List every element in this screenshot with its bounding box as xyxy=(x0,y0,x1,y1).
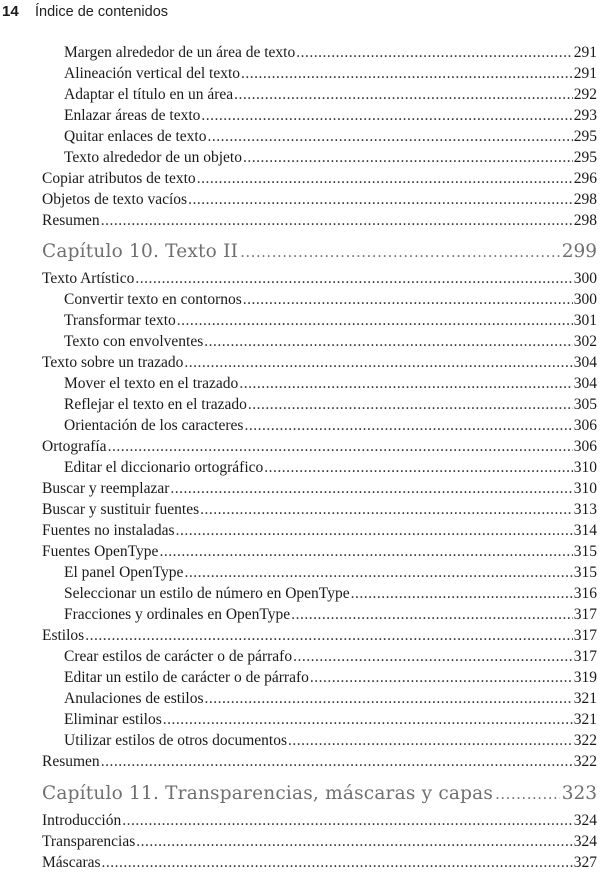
toc-entry-page: 317 xyxy=(573,627,597,644)
toc-entry xyxy=(0,585,597,603)
dot-leader xyxy=(101,212,573,230)
toc-entry xyxy=(0,86,597,104)
toc-entry-page: 315 xyxy=(573,543,597,560)
toc-entry xyxy=(0,270,597,288)
dot-leader xyxy=(241,65,573,83)
toc-entry xyxy=(0,833,597,851)
toc-entry-label: Editar el diccionario ortográfico xyxy=(64,459,264,476)
dot-leader xyxy=(184,354,572,372)
toc-entry-page: 321 xyxy=(573,690,597,707)
dot-leader xyxy=(188,191,573,209)
dot-leader xyxy=(197,170,573,188)
toc-entry-page: 324 xyxy=(573,833,597,850)
toc-entry-page: 322 xyxy=(573,732,597,749)
dot-leader xyxy=(296,44,573,62)
chapter-heading xyxy=(0,783,597,804)
toc-entry-label: Convertir texto en contornos xyxy=(64,291,242,308)
toc-entry xyxy=(0,812,597,830)
toc-entry-label: Margen alrededor de un área de texto xyxy=(64,44,296,61)
toc-entry-label: El panel OpenType xyxy=(64,564,184,581)
toc-entry-page: 291 xyxy=(573,44,597,61)
toc-entry xyxy=(0,170,597,188)
toc-entry-label: Texto Artístico xyxy=(42,270,135,287)
toc-entry-label: Enlazar áreas de texto xyxy=(64,107,201,124)
toc-entry-label: Copiar atributos de texto xyxy=(42,170,196,187)
toc-entry xyxy=(0,375,597,393)
toc-entry xyxy=(0,191,597,209)
toc-entry-label: Máscaras xyxy=(42,854,101,871)
toc-entry xyxy=(0,354,597,372)
toc-entry xyxy=(0,312,597,330)
toc-entry-label: Transparencias xyxy=(42,833,136,850)
dot-leader xyxy=(159,543,572,561)
toc-entry-label: Texto con envolventes xyxy=(64,333,204,350)
toc-entry-page: 316 xyxy=(573,585,597,602)
running-head-title: Índice de contenidos xyxy=(35,4,169,20)
dot-leader xyxy=(201,107,572,125)
chapter-page: 299 xyxy=(561,241,597,262)
dot-leader xyxy=(240,243,560,261)
dot-leader xyxy=(136,833,572,851)
chapter-heading xyxy=(0,241,597,262)
toc-entry xyxy=(0,669,597,687)
dot-leader xyxy=(170,480,572,498)
toc-entry-label: Alineación vertical del texto xyxy=(64,65,241,82)
dot-leader xyxy=(239,375,572,393)
toc-entry xyxy=(0,501,597,519)
toc-entry-page: 310 xyxy=(573,459,597,476)
dot-leader xyxy=(176,522,573,540)
toc-entry xyxy=(0,854,597,872)
toc-entry-label: Mover el texto en el trazado xyxy=(64,375,239,392)
toc-entry-label: Transformar texto xyxy=(64,312,176,329)
toc-entry-page: 301 xyxy=(573,312,597,329)
dot-leader xyxy=(243,149,573,167)
dot-leader xyxy=(293,648,573,666)
toc-entry-label: Reflejar el texto en el trazado xyxy=(64,396,247,413)
toc-entry-page: 295 xyxy=(573,128,597,145)
toc-entry-label: Seleccionar un estilo de número en OpenType xyxy=(64,585,350,602)
page-number: 14 xyxy=(2,3,19,20)
toc-entry xyxy=(0,459,597,477)
toc-entry-label: Objetos de texto vacíos xyxy=(42,191,188,208)
toc-entry-page: 300 xyxy=(573,270,597,287)
toc-entry-page: 305 xyxy=(573,396,597,413)
toc-entry xyxy=(0,480,597,498)
toc-entry xyxy=(0,65,597,83)
toc-entry-label: Fuentes no instaladas xyxy=(42,522,175,539)
running-head xyxy=(0,3,168,25)
toc-entry-label: Resumen xyxy=(42,212,100,229)
toc-entry-page: 292 xyxy=(573,86,597,103)
toc-entry xyxy=(0,606,597,624)
dot-leader xyxy=(207,128,572,146)
dot-leader xyxy=(122,812,573,830)
toc-entry-label: Anulaciones de estilos xyxy=(64,690,204,707)
dot-leader xyxy=(184,564,572,582)
toc-entry xyxy=(0,753,597,771)
dot-leader xyxy=(102,854,573,872)
toc-entry-page: 306 xyxy=(573,438,597,455)
toc-entry-label: Fracciones y ordinales en OpenType xyxy=(64,606,291,623)
toc-entry-label: Introducción xyxy=(42,812,122,829)
toc-entry-label: Buscar y sustituir fuentes xyxy=(42,501,200,518)
toc-entry xyxy=(0,396,597,414)
toc-entry-page: 319 xyxy=(573,669,597,686)
toc-entry-label: Buscar y reemplazar xyxy=(42,480,170,497)
dot-leader xyxy=(234,86,573,104)
dot-leader xyxy=(291,606,573,624)
chapter-title: Capítulo 10. Texto II xyxy=(42,241,239,262)
dot-leader xyxy=(248,396,573,414)
dot-leader xyxy=(163,711,573,729)
toc-entry-page: 295 xyxy=(573,149,597,166)
toc-entry-page: 322 xyxy=(573,753,597,770)
toc-entry-page: 293 xyxy=(573,107,597,124)
toc-entry xyxy=(0,44,597,62)
toc-entry xyxy=(0,711,597,729)
toc-entry-page: 315 xyxy=(573,564,597,581)
dot-leader xyxy=(108,438,573,456)
toc-entry xyxy=(0,522,597,540)
toc-entry-page: 304 xyxy=(573,354,597,371)
toc-entry xyxy=(0,543,597,561)
toc-entry-page: 327 xyxy=(573,854,597,871)
toc-entry-page: 313 xyxy=(573,501,597,518)
dot-leader xyxy=(204,690,572,708)
toc-entry-label: Quitar enlaces de texto xyxy=(64,128,207,145)
toc-entry xyxy=(0,212,597,230)
dot-leader xyxy=(200,501,573,519)
dot-leader xyxy=(244,417,572,435)
toc-entry-page: 317 xyxy=(573,648,597,665)
toc-entry-page: 298 xyxy=(573,212,597,229)
dot-leader xyxy=(288,732,573,750)
chapter-title: Capítulo 11. Transparencias, máscaras y capas xyxy=(42,783,494,804)
dot-leader xyxy=(264,459,572,477)
dot-leader xyxy=(351,585,573,603)
toc-entry-label: Adaptar el título en un área xyxy=(64,86,234,103)
toc-entry-page: 310 xyxy=(573,480,597,497)
toc-entry xyxy=(0,107,597,125)
dot-leader xyxy=(85,627,573,645)
toc-entry xyxy=(0,438,597,456)
toc-entry xyxy=(0,128,597,146)
toc-entry xyxy=(0,732,597,750)
toc-entry-label: Eliminar estilos xyxy=(64,711,162,728)
toc-entry-page: 306 xyxy=(573,417,597,434)
toc-entry-label: Fuentes OpenType xyxy=(42,543,159,560)
toc-entry-label: Editar un estilo de carácter o de párrafo xyxy=(64,669,309,686)
toc-entry xyxy=(0,333,597,351)
toc-entry-label: Texto alrededor de un objeto xyxy=(64,149,242,166)
dot-leader xyxy=(101,753,573,771)
dot-leader xyxy=(177,312,573,330)
toc-entry-page: 300 xyxy=(573,291,597,308)
dot-leader xyxy=(310,669,573,687)
toc-entry-page: 298 xyxy=(573,191,597,208)
toc-entry xyxy=(0,149,597,167)
dot-leader xyxy=(495,785,560,803)
toc-entry-page: 291 xyxy=(573,65,597,82)
dot-leader xyxy=(243,291,573,309)
toc-entry xyxy=(0,564,597,582)
toc-entry-label: Utilizar estilos de otros documentos xyxy=(64,732,287,749)
toc-entry-page: 296 xyxy=(573,170,597,187)
toc-entry-page: 314 xyxy=(573,522,597,539)
toc-entry-page: 302 xyxy=(573,333,597,350)
toc-entry-page: 304 xyxy=(573,375,597,392)
toc-entry-page: 321 xyxy=(573,711,597,728)
toc-entry-page: 324 xyxy=(573,812,597,829)
dot-leader xyxy=(135,270,572,288)
toc-entry xyxy=(0,690,597,708)
toc-entry xyxy=(0,648,597,666)
toc-entry-label: Ortografía xyxy=(42,438,107,455)
toc-entry xyxy=(0,291,597,309)
toc-entry-label: Resumen xyxy=(42,753,100,770)
dot-leader xyxy=(204,333,573,351)
toc-entry-label: Crear estilos de carácter o de párrafo xyxy=(64,648,293,665)
toc-entry xyxy=(0,627,597,645)
toc-entry xyxy=(0,417,597,435)
toc-entry-label: Estilos xyxy=(42,627,85,644)
toc-entry-label: Texto sobre un trazado xyxy=(42,354,184,371)
chapter-page: 323 xyxy=(561,783,597,804)
toc-entry-page: 317 xyxy=(573,606,597,623)
toc-entry-label: Orientación de los caracteres xyxy=(64,417,244,434)
